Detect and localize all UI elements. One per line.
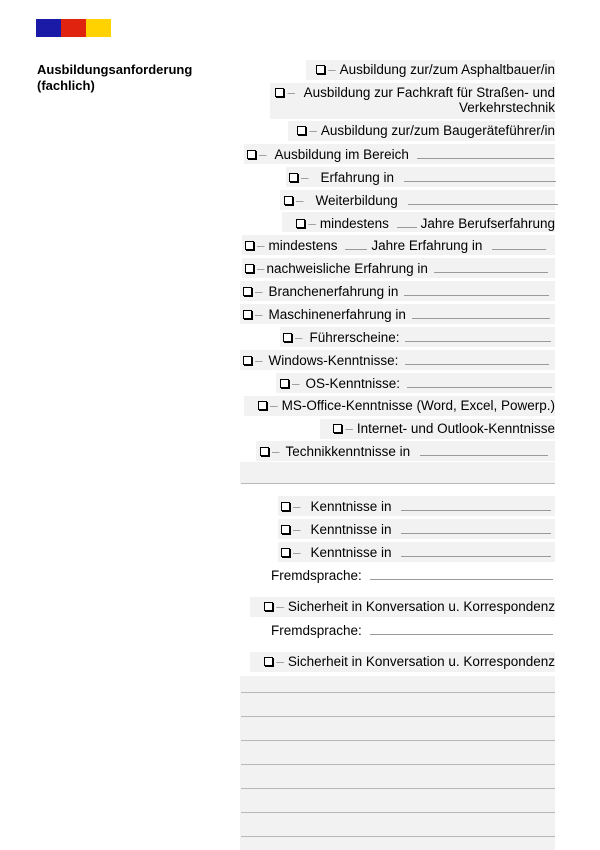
fremdsprache-2: Fremdsprache: xyxy=(271,622,553,639)
option-kenntnisse-1[interactable]: – Kenntnisse in xyxy=(281,498,551,515)
years-field-2[interactable] xyxy=(345,237,367,250)
writing-line[interactable] xyxy=(241,764,555,765)
logo-flag xyxy=(36,19,111,37)
checkbox-icon[interactable] xyxy=(333,424,342,433)
option-mindestens-berufserfahrung[interactable]: – mindestens Jahre Berufserfahrung xyxy=(296,215,555,232)
checkbox-icon[interactable] xyxy=(280,379,289,388)
option-fuehrerscheine[interactable]: – Führerscheine: xyxy=(283,329,551,346)
checkbox-icon[interactable] xyxy=(243,356,252,365)
checkbox-icon[interactable] xyxy=(296,219,305,228)
fachkraft-label: Ausbildung zur Fachkraft für Straßen- und Verkehrstechnik xyxy=(303,85,555,115)
technik-extra-line[interactable] xyxy=(241,483,555,484)
option-ausbildung-bereich[interactable]: – Ausbildung im Bereich xyxy=(247,146,554,163)
checkbox-icon[interactable] xyxy=(247,150,256,159)
checkbox-icon[interactable] xyxy=(275,88,284,97)
years-field[interactable] xyxy=(397,215,417,228)
fremdsprache-1: Fremdsprache: xyxy=(271,567,553,584)
option-asphaltbauer[interactable]: – Ausbildung zur/zum Asphaltbauer/in xyxy=(316,62,555,78)
kenntnisse-1-field[interactable] xyxy=(401,498,551,511)
option-fachkraft[interactable]: – Ausbildung zur Fachkraft für Straßen- und Verkehrstechnik xyxy=(275,85,555,115)
option-mindestens-erfahrung[interactable]: – mindestens Jahre Erfahrung in xyxy=(245,237,546,254)
windows-field[interactable] xyxy=(405,352,549,365)
checkbox-icon[interactable] xyxy=(297,126,306,135)
section-label: Ausbildungsanforderung (fachlich) xyxy=(37,62,193,93)
checkbox-icon[interactable] xyxy=(264,657,273,666)
technik-field[interactable] xyxy=(420,443,548,456)
checkbox-icon[interactable] xyxy=(264,602,273,611)
fremdsprache-2-field[interactable] xyxy=(370,622,553,635)
checkbox-icon[interactable] xyxy=(243,310,252,319)
kenntnisse-3-field[interactable] xyxy=(401,544,551,557)
checkbox-icon[interactable] xyxy=(289,173,298,182)
branchen-field[interactable] xyxy=(404,283,549,296)
erfahrung-in-field[interactable] xyxy=(492,237,546,250)
checkbox-icon[interactable] xyxy=(243,287,252,296)
checkbox-icon[interactable] xyxy=(281,525,290,534)
option-weiterbildung[interactable]: – Weiterbildung xyxy=(284,192,558,209)
option-os[interactable]: – OS-Kenntnisse: xyxy=(280,375,552,392)
kenntnisse-2-field[interactable] xyxy=(401,521,551,534)
option-kenntnisse-2[interactable]: – Kenntnisse in xyxy=(281,521,551,538)
checkbox-icon[interactable] xyxy=(260,447,269,456)
option-branchenerfahrung[interactable]: – Branchenerfahrung in xyxy=(243,283,549,300)
maschinen-field[interactable] xyxy=(412,306,550,319)
erfahrung-field[interactable] xyxy=(404,169,556,182)
os-field[interactable] xyxy=(407,375,552,388)
nachweislich-field[interactable] xyxy=(434,260,548,273)
option-nachweisliche-erfahrung[interactable]: – nachweisliche Erfahrung in xyxy=(245,260,548,277)
checkbox-icon[interactable] xyxy=(281,548,290,557)
option-windows[interactable]: – Windows-Kenntnisse: xyxy=(243,352,549,369)
checkbox-icon[interactable] xyxy=(283,333,292,342)
option-baugeraetefuehrer[interactable]: – Ausbildung zur/zum Baugeräteführer/in xyxy=(297,123,555,139)
writing-line[interactable] xyxy=(241,812,555,813)
checkbox-icon[interactable] xyxy=(284,196,293,205)
option-msoffice[interactable]: – MS-Office-Kenntnisse (Word, Excel, Powerp.) xyxy=(258,398,555,414)
writing-line[interactable] xyxy=(241,716,555,717)
option-technikkenntnisse[interactable]: – Technikkenntnisse in xyxy=(260,443,548,460)
writing-line[interactable] xyxy=(241,740,555,741)
flag-blue-stripe xyxy=(36,19,61,37)
checkbox-icon[interactable] xyxy=(258,401,267,410)
option-kenntnisse-3[interactable]: – Kenntnisse in xyxy=(281,544,551,561)
writing-line[interactable] xyxy=(241,692,555,693)
checkbox-icon[interactable] xyxy=(316,65,325,74)
weiterbildung-field[interactable] xyxy=(408,192,558,205)
fremdsprache-1-field[interactable] xyxy=(370,567,553,580)
option-maschinenerfahrung[interactable]: – Maschinenerfahrung in xyxy=(243,306,550,323)
option-erfahrung[interactable]: – Erfahrung in xyxy=(289,169,556,186)
flag-red-stripe xyxy=(61,19,86,37)
bereich-field[interactable] xyxy=(417,146,554,159)
option-internet-outlook[interactable]: – Internet- und Outlook-Kenntnisse xyxy=(333,421,555,437)
checkbox-icon[interactable] xyxy=(245,264,254,273)
checkbox-icon[interactable] xyxy=(245,241,254,250)
checkbox-icon[interactable] xyxy=(281,502,290,511)
option-sicherheit-2[interactable]: – Sicherheit in Konversation u. Korrespondenz xyxy=(264,654,555,670)
writing-line[interactable] xyxy=(241,788,555,789)
option-sicherheit-1[interactable]: – Sicherheit in Konversation u. Korrespondenz xyxy=(264,599,555,615)
flag-yellow-stripe xyxy=(86,19,111,37)
fuehrerscheine-field[interactable] xyxy=(405,329,551,342)
writing-line[interactable] xyxy=(241,836,555,837)
